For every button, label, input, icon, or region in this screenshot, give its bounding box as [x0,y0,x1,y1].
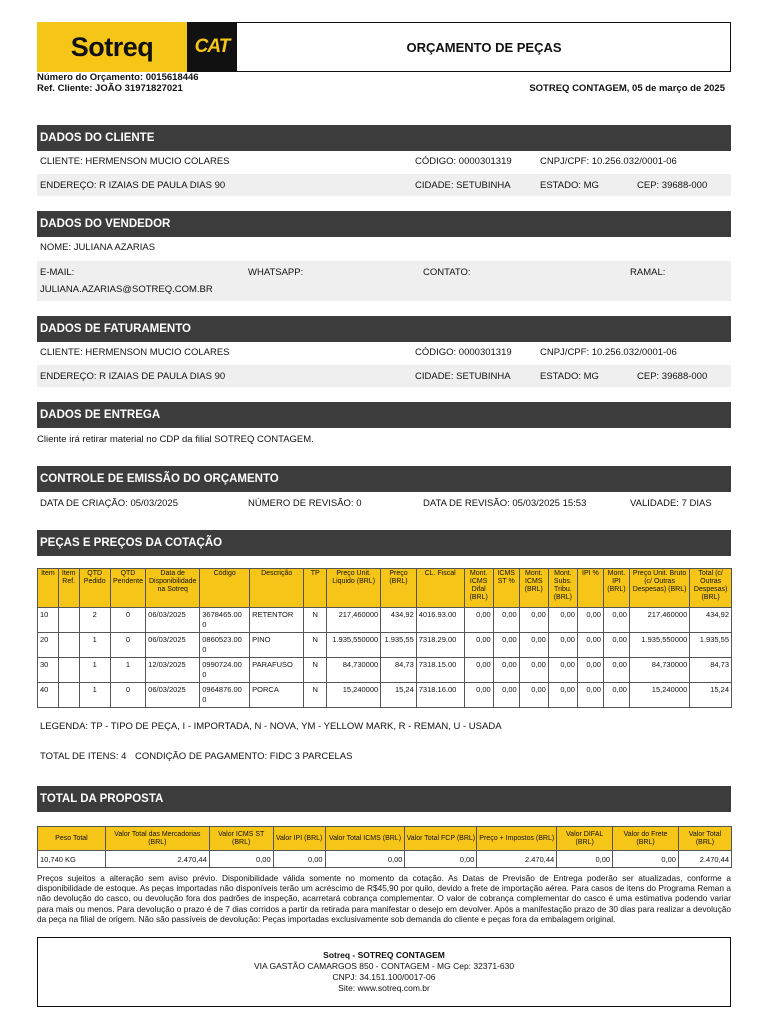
footer-site[interactable]: Site: www.sotreq.com.br [338,983,430,993]
parts-header-cell: TP [304,569,327,608]
faturamento-cidade: CIDADE: SETUBINHA [415,371,511,382]
parts-table-header [38,569,732,608]
parts-header-cell: Mont. ICMS Difal (BRL) [464,569,493,608]
table-cell: 15,240000 [327,683,381,708]
table-cell: 1.935,550000 [327,633,381,658]
table-cell: 0,00 [577,633,603,658]
table-cell: 0964876.00 0 [200,683,250,708]
totals-cell: 2.470,44 [678,851,731,868]
faturamento-codigo: CÓDIGO: 0000301319 [415,347,512,358]
parts-header-cell: Preço (BRL) [381,569,417,608]
totals-header-cell: Preço + Impostos (BRL) [477,827,557,851]
footer-cnpj: CNPJ: 34.151.100/0017-06 [332,972,436,982]
document-title: ORÇAMENTO DE PEÇAS [406,39,562,55]
controle-validade: VALIDADE: 7 DIAS [630,498,712,509]
totals-header-cell: Valor Total FCP (BRL) [405,827,477,851]
section-header-proposta: TOTAL DA PROPOSTA [37,786,731,812]
disclaimer-text: Preços sujeitos a alteração sem aviso prévio. Disponibilidade válida somente no momento da cotação. As Datas de Previsão de Entrega poderão ser atualizadas, conforme a disponibilidade de estoque. As peças importadas não disponíveis terão um acréscimo de R$45,90 por quilo, devido a frete de importação aérea. Para casos de itens do Programa Reman a não devolução do casco, ou devolução fora dos padrões de inspeção, acarretará cobrança complementar. O valor de cobrança complementar do casco é uma estimativa podendo variar para mais ou menos. Para devolução o prazo é de 7 dias corridos a partir da retirada para manifestar o desejo em devolver. Após a manifestação prazo de 30 dias para realizar a devolução da peça na filial de origem. Não são passíveis de devolução: Peças importadas exclusivamente sob demanda do cliente e peças fora da embalagem original. [37,873,731,924]
table-cell: 1.935,55 [381,633,417,658]
table-cell: 4016.93.00 [416,608,464,633]
table-cell: 0,00 [493,633,519,658]
parts-header-cell: Mont. ICMS (BRL) [519,569,548,608]
cat-logo-text: CAT [194,36,230,57]
vendedor-email[interactable]: JULIANA.AZARIAS@SOTREQ.COM.BR [40,284,213,295]
cliente-endereco: ENDEREÇO: R IZAIAS DE PAULA DIAS 90 [40,180,226,191]
controle-row [37,492,731,514]
totals-cell: 10,740 KG [38,851,106,868]
totals-table-row [38,851,732,868]
table-cell: 1.935,55 [690,633,732,658]
table-cell: 15,240000 [629,683,689,708]
table-cell: 0,00 [464,658,493,683]
totals-header-cell: Valor IPI (BRL) [273,827,325,851]
table-cell: N [304,608,327,633]
parts-header-cell: QTD Pendente [110,569,145,608]
condicao-pagamento: CONDIÇÃO DE PAGAMENTO: FIDC 3 PARCELAS [135,751,353,762]
table-cell: 84,730000 [629,658,689,683]
faturamento-cep: CEP: 39688-000 [637,371,708,382]
table-cell: 84,73 [381,658,417,683]
totals-cell: 2.470,44 [477,851,557,868]
totals-table-header [38,827,732,851]
table-cell: 0,00 [603,633,629,658]
parts-header-cell: Código [200,569,250,608]
table-cell: 40 [38,683,59,708]
table-cell: 0,00 [548,633,577,658]
table-cell: 15,24 [381,683,417,708]
cliente-row-1 [37,151,731,173]
table-cell [58,658,79,683]
cliente-name: CLIENTE: HERMENSON MUCIO COLARES [40,156,230,167]
table-cell: 0,00 [519,683,548,708]
totals-cell: 2.470,44 [105,851,209,868]
table-cell: 0,00 [577,658,603,683]
table-cell: 0,00 [548,683,577,708]
table-cell: 0,00 [603,608,629,633]
table-cell: 20 [38,633,59,658]
section-header-faturamento: DADOS DE FATURAMENTO [37,316,731,342]
client-reference: Ref. Cliente: JOÃO 31971827021 [37,83,183,94]
table-cell: N [304,683,327,708]
cliente-cep: CEP: 39688-000 [637,180,708,191]
table-cell: 1 [79,683,110,708]
table-cell: 2 [79,608,110,633]
parts-header-cell: CL. Fiscal [416,569,464,608]
table-cell: 0,00 [603,683,629,708]
table-cell: 0990724.00 0 [200,658,250,683]
table-cell: 217,460000 [327,608,381,633]
table-cell: N [304,658,327,683]
footer-box [37,937,731,1007]
totals-cell: 0,00 [405,851,477,868]
totals-header-cell: Valor Total ICMS (BRL) [325,827,405,851]
table-cell: 0,00 [548,608,577,633]
table-cell [58,608,79,633]
table-cell: N [304,633,327,658]
table-cell: 0,00 [519,633,548,658]
vendedor-email-label: E-MAIL: [40,267,75,278]
totals-header-cell: Valor Total (BRL) [678,827,731,851]
table-cell: 15,24 [690,683,732,708]
parts-header-cell: Item [38,569,59,608]
table-row [38,608,732,633]
section-header-pecas: PEÇAS E PREÇOS DA COTAÇÃO [37,530,731,556]
totals-header-cell: Valor DIFAL (BRL) [557,827,613,851]
vendedor-nome: NOME: JULIANA AZARIAS [40,242,156,253]
section-header-controle: CONTROLE DE EMISSÃO DO ORÇAMENTO [37,466,731,492]
parts-header-cell: Mont. IPI (BRL) [603,569,629,608]
footer-address: VIA GASTÃO CAMARGOS 850 - CONTAGEM - MG Cep: 32371-630 [253,961,515,971]
table-cell: 1 [110,658,145,683]
parts-header-cell: Item Ref. [58,569,79,608]
parts-header-cell: Preço Unit. Liquido (BRL) [327,569,381,608]
table-cell: 0 [110,683,145,708]
table-cell: 217,460000 [629,608,689,633]
section-header-cliente: DADOS DO CLIENTE [37,125,731,151]
vendedor-row-1 [37,237,731,259]
totals-cell: 0,00 [325,851,405,868]
table-cell: 06/03/2025 [146,608,200,633]
table-cell: 7318.15.00 [416,658,464,683]
totals-header-cell: Valor ICMS ST (BRL) [209,827,273,851]
legenda-text: LEGENDA: TP - TIPO DE PEÇA, I - IMPORTADA, N - NOVA, YM - YELLOW MARK, R - REMAN, U - USADA [40,721,502,732]
vendedor-whatsapp: WHATSAPP: [248,267,304,278]
table-cell: 7318.29.00 [416,633,464,658]
cliente-estado: ESTADO: MG [540,180,599,191]
table-cell: 06/03/2025 [146,683,200,708]
cliente-codigo: CÓDIGO: 0000301319 [415,156,512,167]
table-cell: 84,730000 [327,658,381,683]
cat-logo [187,22,237,72]
table-cell: 0860523.00 0 [200,633,250,658]
totals-header-cell: Valor Total das Mercadorias (BRL) [105,827,209,851]
faturamento-cnpj: CNPJ/CPF: 10.256.032/0001-06 [540,347,677,358]
totals-header-cell: Peso Total [38,827,106,851]
table-cell: 10 [38,608,59,633]
faturamento-row-1 [37,342,731,364]
section-header-entrega: DADOS DE ENTREGA [37,402,731,428]
totals-cell: 0,00 [209,851,273,868]
table-cell: 0,00 [493,658,519,683]
sotreq-logo [37,22,187,72]
table-cell: 1.935,550000 [629,633,689,658]
table-cell: PORCA [250,683,304,708]
table-cell: 0,00 [519,658,548,683]
table-cell: 0,00 [548,658,577,683]
vendedor-contato: CONTATO: [423,267,471,278]
table-cell [58,683,79,708]
totals-header-cell: Valor do Frete (BRL) [613,827,679,851]
cliente-row-2 [37,174,731,196]
parts-header-cell: Data de Disponibilidade na Sotreq [146,569,200,608]
table-cell: 0,00 [464,683,493,708]
controle-revisao-data: DATA DE REVISÃO: 05/03/2025 15:53 [423,498,587,509]
controle-criacao: DATA DE CRIAÇÃO: 05/03/2025 [40,498,178,509]
section-header-vendedor: DADOS DO VENDEDOR [37,211,731,237]
summary-row [37,751,731,765]
table-cell: 0,00 [493,608,519,633]
table-cell: 0 [110,633,145,658]
table-cell: 1 [79,633,110,658]
table-cell: 0,00 [603,658,629,683]
parts-table [37,568,732,708]
faturamento-row-2 [37,365,731,387]
table-cell: 434,92 [381,608,417,633]
table-cell: 7318.16.00 [416,683,464,708]
total-itens: TOTAL DE ITENS: 4 [40,751,127,762]
footer-company: Sotreq - SOTREQ CONTAGEM [323,950,445,960]
entrega-text: Cliente irá retirar material no CDP da filial SOTREQ CONTAGEM. [37,434,314,445]
table-cell: 0,00 [464,633,493,658]
legenda [37,721,731,735]
table-cell: RETENTOR [250,608,304,633]
totals-table [37,826,732,868]
table-cell: 0,00 [464,608,493,633]
parts-header-cell: Total (c/ Outras Despesas) (BRL) [690,569,732,608]
totals-cell: 0,00 [273,851,325,868]
parts-header-cell: QTD Pedido [79,569,110,608]
table-cell: 0 [110,608,145,633]
totals-cell: 0,00 [557,851,613,868]
table-cell: 30 [38,658,59,683]
cliente-cidade: CIDADE: SETUBINHA [415,180,511,191]
quote-number: Número do Orçamento: 0015618446 [37,72,199,83]
parts-header-cell: Descrição [250,569,304,608]
table-cell: 0,00 [577,683,603,708]
totals-cell: 0,00 [613,851,679,868]
table-cell: 0,00 [493,683,519,708]
table-cell: 1 [79,658,110,683]
parts-header-cell: Preço Unit. Bruto (c/ Outras Despesas) (BRL) [629,569,689,608]
faturamento-cliente: CLIENTE: HERMENSON MUCIO COLARES [40,347,230,358]
table-cell: 84,73 [690,658,732,683]
parts-header-cell: Mont. Subs. Tribu. (BRL) [548,569,577,608]
faturamento-endereco: ENDEREÇO: R IZAIAS DE PAULA DIAS 90 [40,371,226,382]
faturamento-estado: ESTADO: MG [540,371,599,382]
table-cell: 3678465.00 0 [200,608,250,633]
table-row [38,658,732,683]
table-cell: 0,00 [519,608,548,633]
parts-header-cell: ICMS ST % [493,569,519,608]
table-row [38,633,732,658]
table-cell: 0,00 [577,608,603,633]
vendedor-row-2 [37,261,731,301]
table-cell: 12/03/2025 [146,658,200,683]
vendedor-ramal: RAMAL: [630,267,666,278]
table-cell: 434,92 [690,608,732,633]
table-cell: 06/03/2025 [146,633,200,658]
table-cell: PARAFUSO [250,658,304,683]
table-cell: PINO [250,633,304,658]
controle-revisao-num: NÚMERO DE REVISÃO: 0 [248,498,362,509]
table-row [38,683,732,708]
sotreq-logo-text: Sotreq [70,31,154,62]
parts-header-cell: IPI % [577,569,603,608]
cliente-cnpj: CNPJ/CPF: 10.256.032/0001-06 [540,156,677,167]
location-date: SOTREQ CONTAGEM, 05 de março de 2025 [529,83,725,94]
table-cell [58,633,79,658]
